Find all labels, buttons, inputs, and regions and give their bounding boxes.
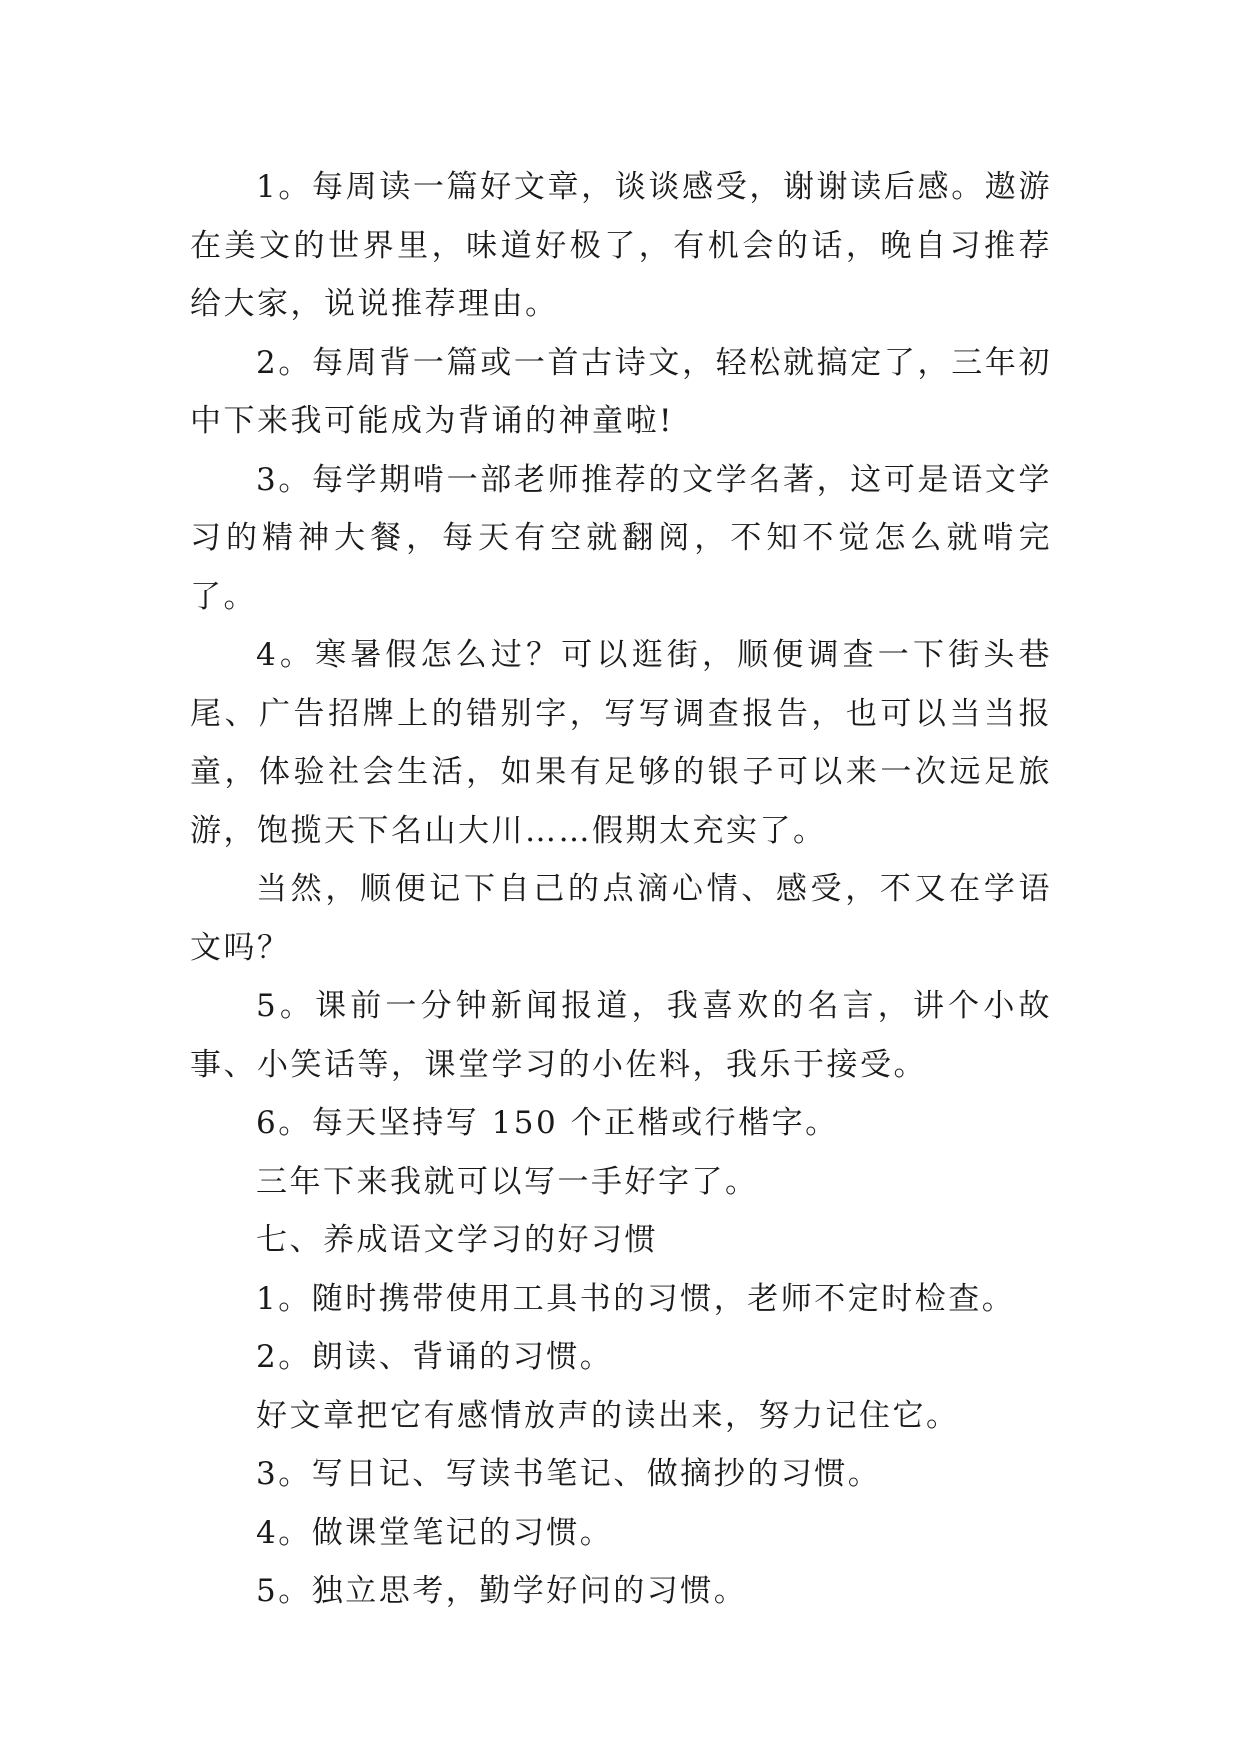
document-body — [190, 158, 1052, 1621]
paragraph: 2。朗读、背诵的习惯。 — [256, 1339, 614, 1375]
paragraph: 5。独立思考，勤学好问的习惯。 — [256, 1573, 748, 1609]
paragraph: 5。课前一分钟新闻报道，我喜欢的名言，讲个小故事、小笑话等，课堂学习的小佐料，我乐于接受。 — [190, 988, 1052, 1083]
paragraph: 2。每周背一篇或一首古诗文，轻松就搞定了，三年初中下来我可能成为背诵的神童啦! — [190, 344, 1052, 439]
paragraph: 三年下来我就可以写一手好字了。 — [256, 1163, 759, 1200]
paragraph: 4。做课堂笔记的习惯。 — [256, 1514, 614, 1551]
paragraph: 3。每学期啃一部老师推荐的文学名著，这可是语文学习的精神大餐，每天有空就翻阅，不知不觉怎么就啃完了。 — [190, 461, 1052, 615]
paragraph: 4。寒暑假怎么过？可以逛街，顺便调查一下街头巷尾、广告招牌上的错别字，写写调查报告，也可以当当报童，体验社会生活，如果有足够的银子可以来一次远足旅游，饱揽天下名山大川……假期太充实了。 — [190, 637, 1052, 849]
section-heading: 七、养成语文学习的好习惯 — [256, 1222, 658, 1258]
paragraph: 1。随时携带使用工具书的习惯，老师不定时检查。 — [256, 1280, 1016, 1317]
paragraph: 当然，顺便记下自己的点滴心情、感受，不又在学语文吗？ — [190, 871, 1052, 966]
paragraph: 好文章把它有感情放声的读出来，努力记住它。 — [256, 1397, 960, 1434]
paragraph: 6。每天坚持写 150 个正楷或行楷字。 — [256, 1105, 839, 1141]
paragraph: 1。每周读一篇好文章，谈谈感受，谢谢读后感。遨游在美文的世界里，味道好极了，有机会的话，晚自习推荐给大家，说说推荐理由。 — [190, 169, 1052, 322]
paragraph: 3。写日记、写读书笔记、做摘抄的习惯。 — [256, 1456, 882, 1492]
